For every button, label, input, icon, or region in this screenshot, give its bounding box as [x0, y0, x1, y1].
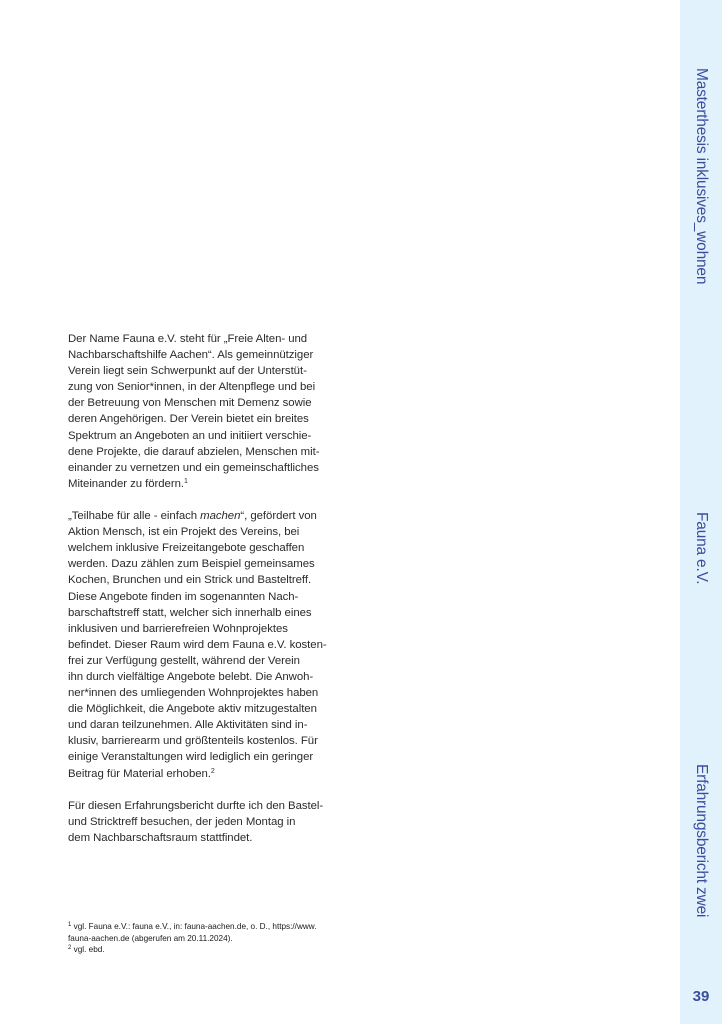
text-segment: “, gefördert von: [240, 510, 317, 523]
text-line: Verein liegt sein Schwerpunkt auf der Unterstüt-: [68, 365, 307, 378]
text-line: einander zu vernetzen und ein gemeinschaftliches: [68, 461, 319, 474]
page-number: 39: [692, 988, 710, 1005]
text-line: Nachbarschaftshilfe Aachen“. Als gemeinnütziger: [68, 349, 314, 362]
text-line: befindet. Dieser Raum wird dem Fauna e.V. kosten-: [68, 638, 327, 651]
paragraph-1: [68, 331, 350, 492]
footnote-2: [68, 944, 358, 956]
text-line: und Stricktreff besuchen, der jeden Montag in: [68, 815, 296, 828]
footnote-1: [68, 921, 358, 933]
text-line: Kochen, Brunchen und ein Strick und Basteltreff.: [68, 574, 312, 587]
text-line: Spektrum an Angeboten an und initiiert verschie-: [68, 429, 312, 442]
sidebar-thesis-title: Masterthesis inklusives_wohnen: [693, 68, 710, 285]
text-line: Der Name Fauna e.V. steht für „Freie Alten- und: [68, 333, 308, 345]
text-line: frei zur Verfügung gestellt, während der Verein: [68, 654, 300, 667]
sidebar-section-title: Fauna e.V.: [693, 512, 710, 585]
text-line: Diese Angebote finden im sogenannten Nach-: [68, 590, 299, 603]
text-line: die Möglichkeit, die Angebote aktiv mitzugestalten: [68, 703, 317, 716]
paragraph-3: [68, 798, 350, 846]
footnote-1-continued: fauna-aachen.de (abgerufen am 20.11.2024).: [68, 933, 233, 943]
text-line: dem Nachbarschaftsraum stattfindet.: [68, 831, 253, 844]
footnote-ref-1[interactable]: 1: [183, 477, 188, 485]
text-line: ner*innen des umliegenden Wohnprojektes haben: [68, 687, 319, 700]
paragraph-2: [68, 508, 350, 782]
text-line: deren Angehörigen. Der Verein bietet ein breites: [68, 413, 309, 426]
emphasized-word: machen: [200, 510, 241, 523]
footnotes: [68, 921, 358, 956]
text-line: [68, 508, 350, 524]
text-line: Aktion Mensch, ist ein Projekt des Vereins, bei: [68, 526, 300, 539]
sidebar-subsection-title: Erfahrungsbericht zwei: [693, 764, 710, 918]
body-text: [68, 331, 350, 862]
text-line: zung von Senior*innen, in der Altenpflege und bei: [68, 381, 316, 394]
text-line: barschaftstreff statt, welcher sich innerhalb eines: [68, 606, 312, 619]
footnote-text: vgl. ebd.: [73, 945, 105, 955]
footnote-text: vgl. Fauna e.V.: fauna e.V., in: fauna-aachen.de, o. D., https://www.: [73, 922, 317, 931]
text-line: klusiv, barrierearm und größtenteils kostenlos. Für: [68, 735, 318, 748]
text-line: dene Projekte, die darauf abzielen, Menschen mit-: [68, 445, 320, 458]
text-line: [68, 766, 350, 782]
text-line: welchem inklusive Freizeitangebote geschaffen: [68, 542, 305, 555]
footnote-number: 1: [68, 922, 72, 928]
text-line: inklusiven und barrierefreien Wohnprojektes: [68, 622, 288, 635]
text-line: [68, 476, 350, 492]
text-line: der Betreuung von Menschen mit Demenz sowie: [68, 397, 312, 410]
text-segment: „Teilhabe für alle - einfach: [68, 510, 201, 523]
text-line-content: Beitrag für Material erhoben.: [68, 767, 211, 780]
footnote-number: 2: [68, 945, 72, 952]
text-line: ihn durch vielfältige Angebote belebt. Die Anwoh-: [68, 670, 314, 683]
text-line: werden. Dazu zählen zum Beispiel gemeinsames: [68, 558, 315, 571]
footnote-ref-2[interactable]: 2: [210, 767, 215, 775]
text-line: einige Veranstaltungen wird lediglich ein geringer: [68, 751, 314, 764]
text-line: und daran teilzunehmen. Alle Aktivitäten sind in-: [68, 719, 308, 732]
text-line: Für diesen Erfahrungsbericht durfte ich den Bastel-: [68, 799, 324, 812]
sidebar: [680, 0, 722, 1024]
text-line-content: Miteinander zu fördern.: [68, 477, 184, 490]
